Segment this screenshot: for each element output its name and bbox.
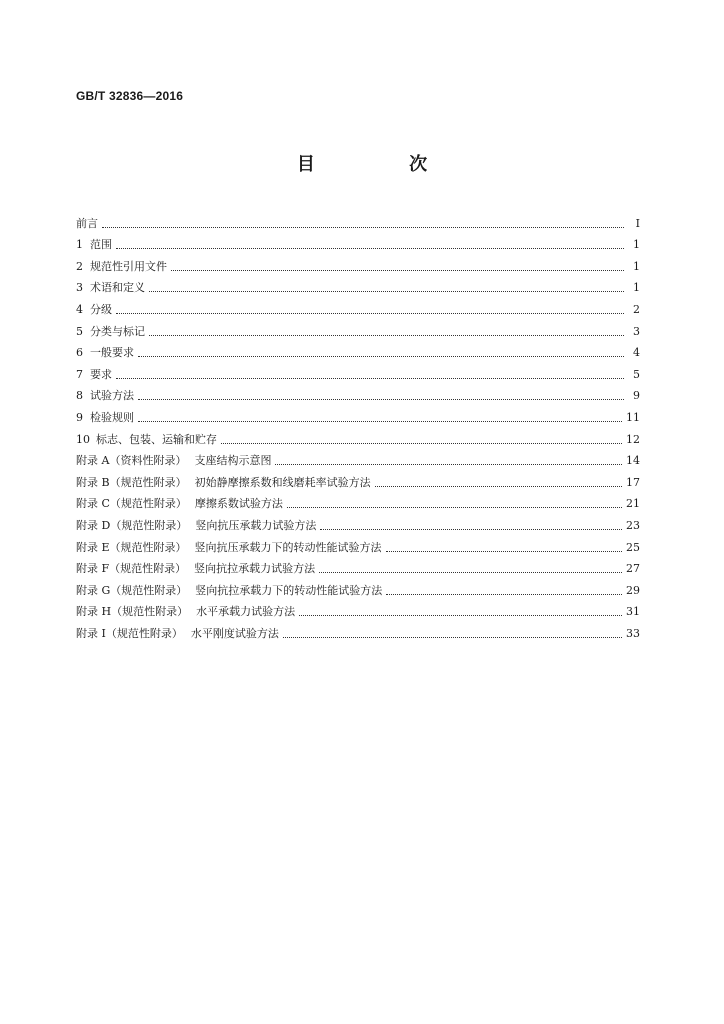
toc-entry-page: 4 bbox=[633, 346, 640, 360]
toc-leader-dots bbox=[386, 551, 622, 552]
toc-entry-page: 1 bbox=[633, 238, 640, 252]
toc-entry-number: 6 bbox=[76, 346, 83, 360]
toc-entry-appendix-e[interactable] bbox=[76, 533, 640, 555]
toc-leader-dots bbox=[375, 486, 622, 487]
toc-leader-dots bbox=[319, 572, 622, 573]
toc-entry-label: 附录 H（规范性附录） 水平承载力试验方法 bbox=[76, 605, 296, 619]
toc-entry-label: 附录 A（资料性附录） 支座结构示意图 bbox=[76, 454, 272, 468]
toc-leader-dots bbox=[149, 291, 624, 292]
toc-entry-appendix-f[interactable] bbox=[76, 555, 640, 577]
toc-leader-dots bbox=[138, 399, 624, 400]
standard-number: GB/T 32836—2016 bbox=[76, 89, 184, 103]
toc-entry-page: 21 bbox=[626, 497, 640, 511]
toc-entry-9[interactable] bbox=[76, 403, 640, 425]
toc-entry-page: 31 bbox=[626, 605, 640, 619]
toc-entry-page: 11 bbox=[626, 410, 640, 424]
toc-entry-label: 附录 C（规范性附录） 摩擦系数试验方法 bbox=[76, 497, 283, 511]
toc-entry-label: 6 一般要求 bbox=[76, 346, 134, 360]
toc-entry-page: 3 bbox=[633, 324, 640, 338]
toc-entry-page: 12 bbox=[626, 432, 640, 446]
toc-appendix-number: 附录 H（规范性附录） bbox=[76, 605, 189, 619]
toc-entry-number: 2 bbox=[76, 259, 83, 273]
toc-appendix-number: 附录 E（规范性附录） bbox=[76, 540, 187, 554]
toc-entry-page: I bbox=[635, 216, 640, 230]
toc-entry-number: 4 bbox=[76, 302, 83, 316]
toc-entry-appendix-c[interactable] bbox=[76, 490, 640, 512]
toc-entry-appendix-i[interactable] bbox=[76, 619, 640, 641]
toc-entry-7[interactable] bbox=[76, 360, 640, 382]
toc-entry-appendix-d[interactable] bbox=[76, 511, 640, 533]
toc-entry-page: 14 bbox=[626, 454, 640, 468]
toc-entry-appendix-h[interactable] bbox=[76, 598, 640, 620]
toc-entry-label: 前言 bbox=[76, 216, 98, 230]
toc-entry-number: 3 bbox=[76, 281, 83, 295]
toc-leader-dots bbox=[386, 594, 622, 595]
toc-entry-label: 附录 I（规范性附录） 水平刚度试验方法 bbox=[76, 626, 279, 640]
toc-entry-label: 7 要求 bbox=[76, 367, 112, 381]
toc-leader-dots bbox=[287, 507, 622, 508]
toc-leader-dots bbox=[116, 313, 624, 314]
toc-entry-page: 9 bbox=[633, 389, 640, 403]
toc-entry-label: 9 检验规则 bbox=[76, 410, 134, 424]
toc-entry-label: 附录 B（规范性附录） 初始静摩擦系数和线磨耗率试验方法 bbox=[76, 475, 371, 489]
toc-entry-label: 2 规范性引用文件 bbox=[76, 259, 167, 273]
toc-entry-label: 10 标志、包装、运输和贮存 bbox=[76, 432, 217, 446]
toc-entry-label: 附录 G（规范性附录） 竖向抗拉承载力下的转动性能试验方法 bbox=[76, 583, 383, 597]
toc-entry-number: 7 bbox=[76, 367, 83, 381]
toc-appendix-number: 附录 B（规范性附录） bbox=[76, 475, 187, 489]
toc-appendix-number: 附录 I（规范性附录） bbox=[76, 626, 183, 640]
toc-entry-label: 附录 E（规范性附录） 竖向抗压承载力下的转动性能试验方法 bbox=[76, 540, 382, 554]
toc-appendix-number: 附录 G（规范性附录） bbox=[76, 583, 188, 597]
toc-entry-page: 33 bbox=[626, 626, 640, 640]
toc-leader-dots bbox=[102, 227, 624, 228]
toc-appendix-number: 附录 A（资料性附录） bbox=[76, 454, 187, 468]
table-of-contents bbox=[76, 209, 640, 641]
toc-entry-page: 23 bbox=[626, 518, 640, 532]
toc-entry-6[interactable] bbox=[76, 339, 640, 361]
toc-leader-dots bbox=[275, 464, 622, 465]
toc-entry-8[interactable] bbox=[76, 382, 640, 404]
toc-entry-page: 2 bbox=[633, 302, 640, 316]
toc-entry-number: 9 bbox=[76, 410, 83, 424]
toc-entry-label: 1 范围 bbox=[76, 238, 112, 252]
toc-leader-dots bbox=[149, 335, 624, 336]
toc-entry-5[interactable] bbox=[76, 317, 640, 339]
toc-entry-label: 4 分级 bbox=[76, 302, 112, 316]
toc-entry-label: 8 试验方法 bbox=[76, 389, 134, 403]
toc-entry-appendix-b[interactable] bbox=[76, 468, 640, 490]
toc-entry-appendix-a[interactable] bbox=[76, 447, 640, 469]
toc-leader-dots bbox=[171, 270, 624, 271]
toc-entry-2[interactable] bbox=[76, 252, 640, 274]
toc-entry-page: 5 bbox=[633, 367, 640, 381]
toc-entry-label: 附录 F（规范性附录） 竖向抗拉承载力试验方法 bbox=[76, 562, 316, 576]
toc-entry-number: 10 bbox=[76, 432, 90, 446]
toc-entry-10[interactable] bbox=[76, 425, 640, 447]
page-title: 目 次 bbox=[296, 154, 472, 175]
toc-leader-dots bbox=[116, 378, 624, 379]
toc-entry-appendix-g[interactable] bbox=[76, 576, 640, 598]
toc-entry-1[interactable] bbox=[76, 231, 640, 253]
toc-leader-dots bbox=[116, 248, 624, 249]
toc-entry-number: 8 bbox=[76, 389, 83, 403]
toc-entry-page: 17 bbox=[626, 475, 640, 489]
toc-entry-page: 1 bbox=[633, 259, 640, 273]
toc-entry-page: 29 bbox=[626, 583, 640, 597]
toc-entry-label: 附录 D（规范性附录） 竖向抗压承载力试验方法 bbox=[76, 518, 317, 532]
toc-leader-dots bbox=[299, 615, 622, 616]
toc-entry-page: 27 bbox=[626, 562, 640, 576]
toc-entry-foreword[interactable] bbox=[76, 209, 640, 231]
toc-entry-3[interactable] bbox=[76, 274, 640, 296]
toc-entry-page: 1 bbox=[633, 281, 640, 295]
toc-entry-4[interactable] bbox=[76, 295, 640, 317]
toc-entry-label: 5 分类与标记 bbox=[76, 324, 145, 338]
toc-leader-dots bbox=[138, 356, 624, 357]
toc-leader-dots bbox=[138, 421, 622, 422]
toc-entry-page: 25 bbox=[626, 540, 640, 554]
toc-entry-label: 3 术语和定义 bbox=[76, 281, 145, 295]
toc-appendix-number: 附录 D（规范性附录） bbox=[76, 518, 188, 532]
toc-appendix-number: 附录 C（规范性附录） bbox=[76, 497, 187, 511]
toc-entry-number: 1 bbox=[76, 238, 83, 252]
toc-leader-dots bbox=[320, 529, 622, 530]
toc-appendix-number: 附录 F（规范性附录） bbox=[76, 562, 187, 576]
toc-entry-number: 5 bbox=[76, 324, 83, 338]
toc-leader-dots bbox=[283, 637, 622, 638]
toc-leader-dots bbox=[221, 443, 622, 444]
